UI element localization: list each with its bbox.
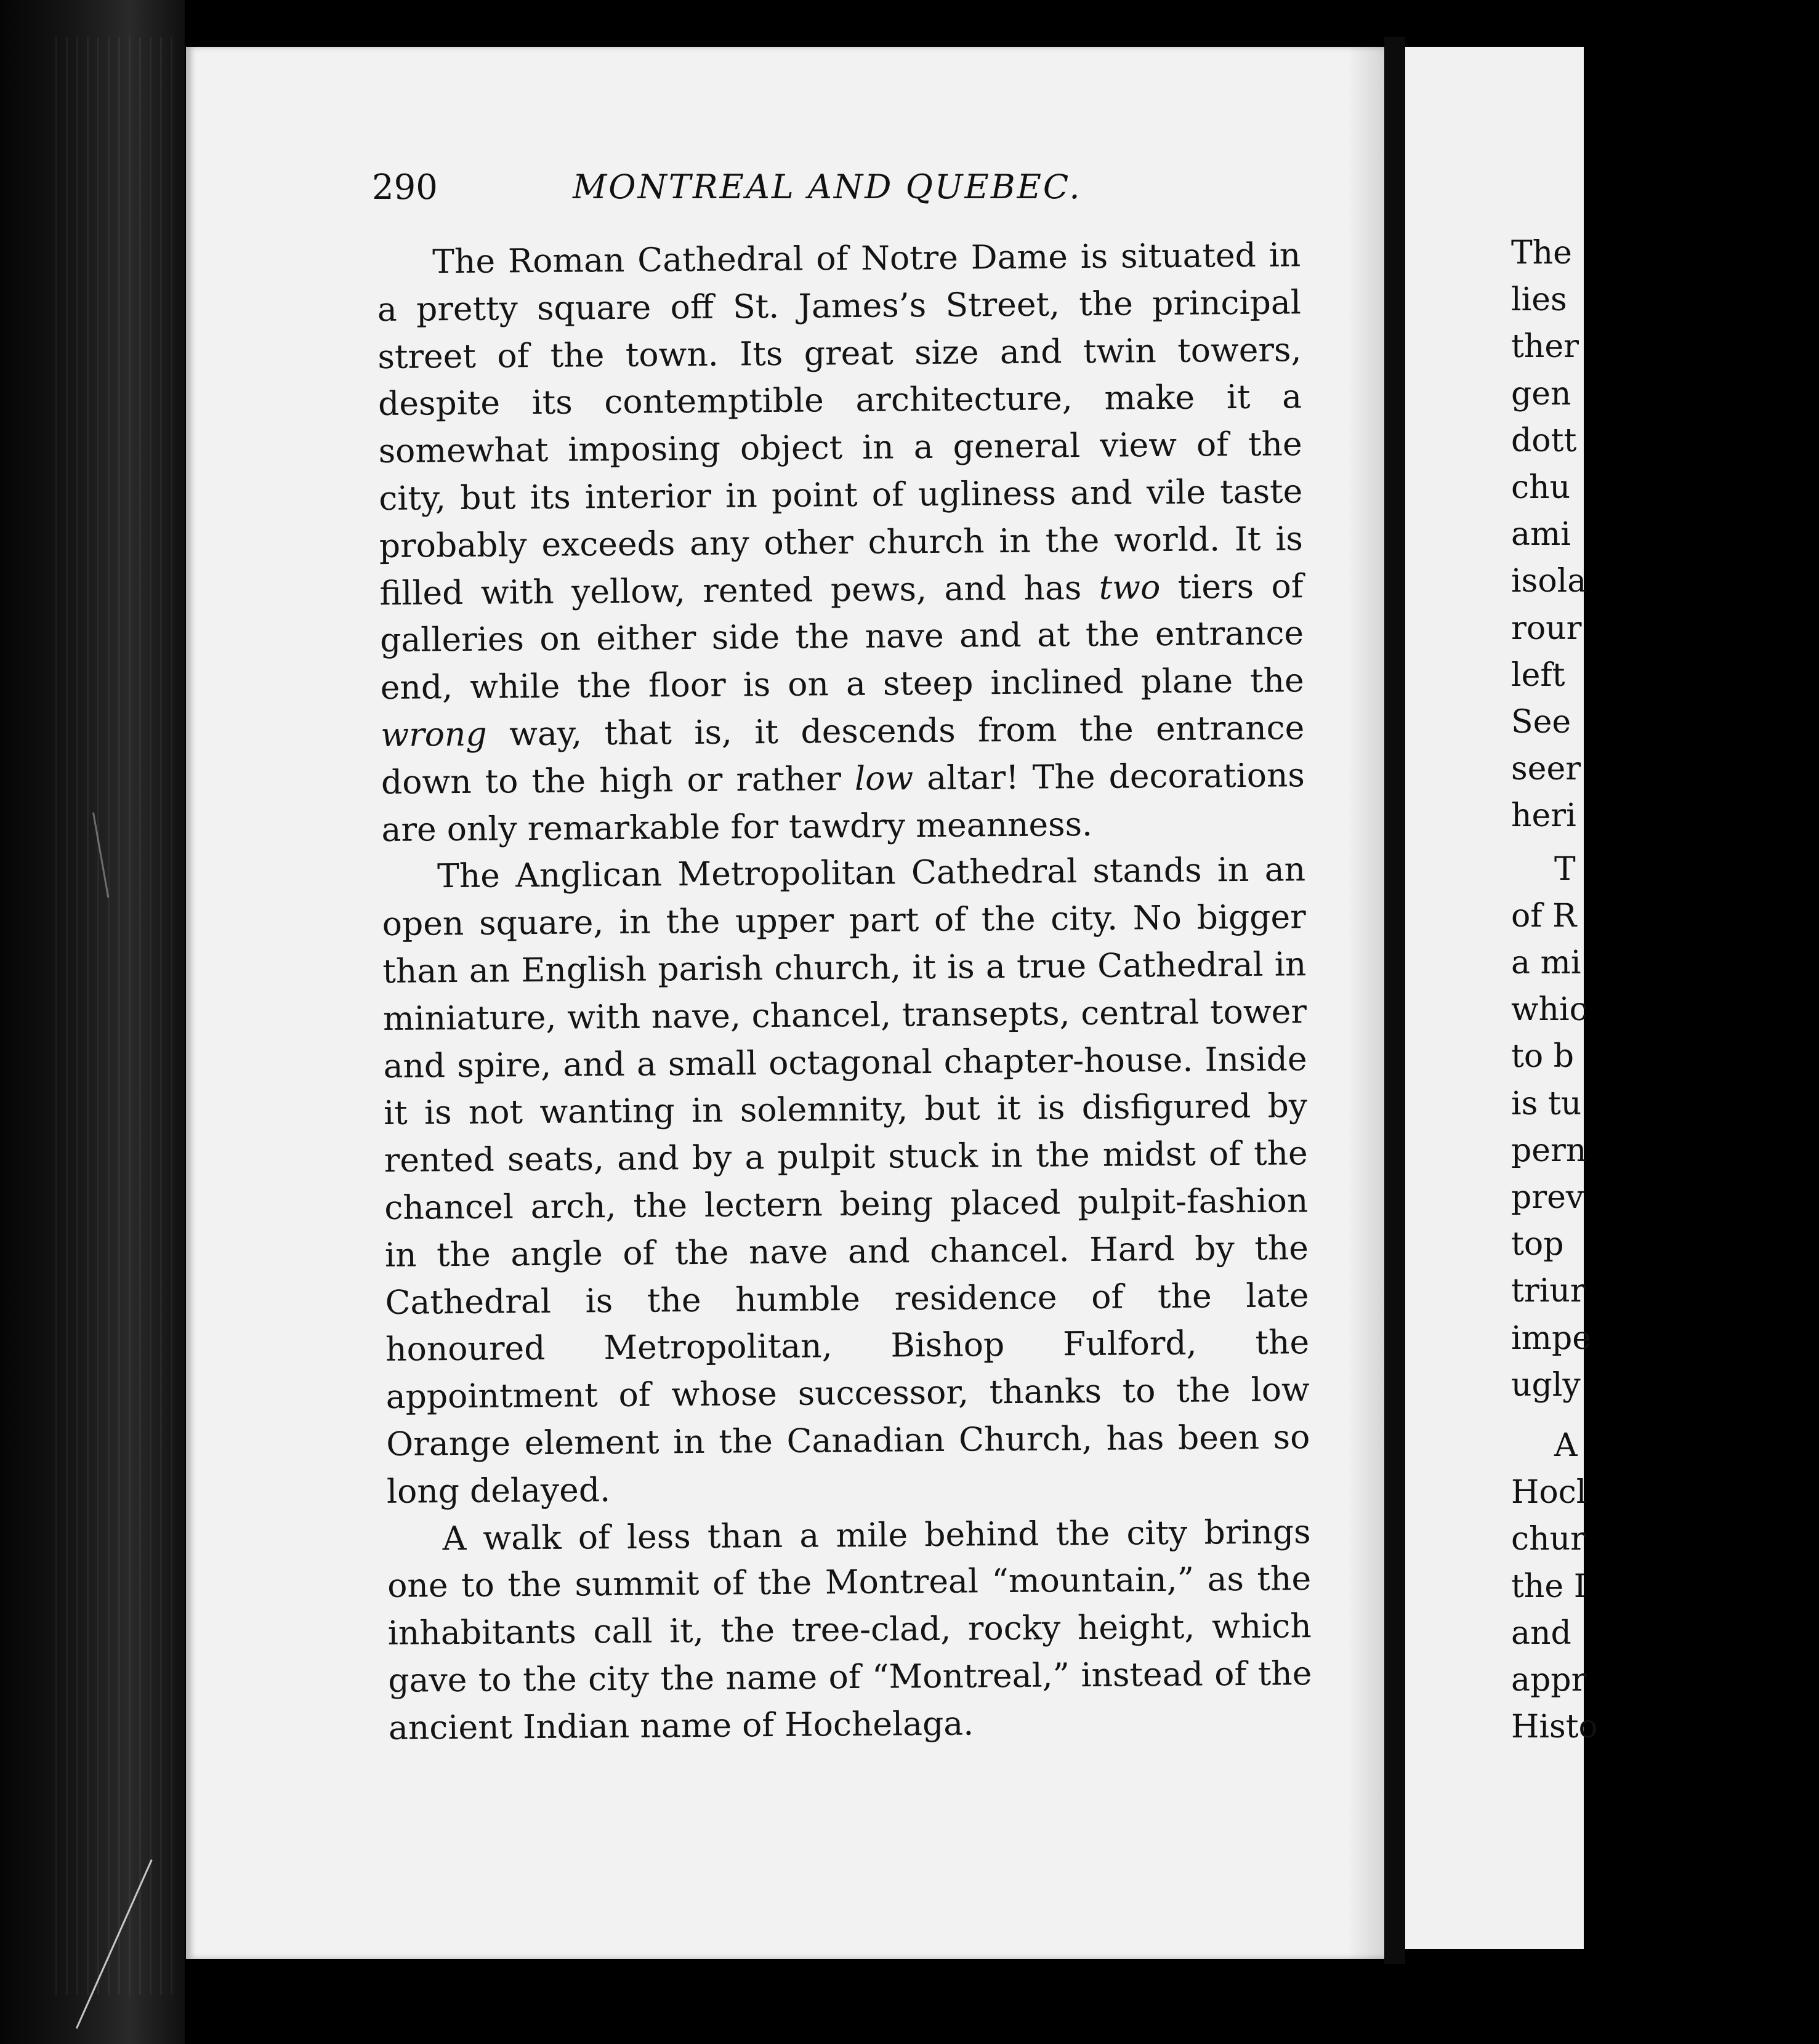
facing-page-line: impe <box>1511 1319 1591 1357</box>
paragraph <box>382 847 1310 1516</box>
facing-page-line: ugly <box>1511 1366 1581 1404</box>
text-run: way, that is, it descends from the entrance down to the high or rather <box>381 708 1305 802</box>
facing-page-line: pern <box>1511 1132 1587 1169</box>
italic-text: wrong <box>381 714 487 754</box>
facing-page-line: to b <box>1511 1038 1575 1076</box>
gutter-shade <box>1347 47 1384 1959</box>
facing-page-line: the I <box>1511 1567 1587 1605</box>
book-gutter <box>1384 37 1405 1964</box>
facing-page-line: is tu <box>1511 1085 1582 1122</box>
facing-page-line: triur <box>1511 1273 1586 1310</box>
text-run: altar! The decorations are only remarkable for tawdry meanness. <box>381 755 1305 849</box>
facing-page-line: left <box>1511 656 1565 694</box>
paragraph <box>387 1508 1312 1752</box>
binding-streaks <box>55 37 179 1995</box>
facing-page-line: appr <box>1511 1662 1587 1699</box>
facing-page-line: heri <box>1511 797 1576 835</box>
facing-page-line: rour <box>1511 610 1582 647</box>
facing-page-line: and <box>1511 1614 1571 1652</box>
facing-page-line: dott <box>1511 422 1577 459</box>
facing-page-line: whic <box>1511 991 1587 1029</box>
italic-text: two <box>1099 567 1161 607</box>
facing-page-line: Hocl <box>1511 1474 1587 1511</box>
text-run: A walk of less than a mile behind the city brings one to the summit of the Montreal “mountain,” as the inhabitants call it, the tree-clad, rocky height, which gave to the city the name of “Montreal,” instead of the ancient Indian name of Hochelaga. <box>387 1511 1312 1747</box>
facing-page-line: gen <box>1511 375 1571 412</box>
facing-page-line: ther <box>1511 328 1579 366</box>
facing-page-line: lies <box>1511 281 1567 319</box>
facing-page-line: Histo <box>1511 1708 1598 1746</box>
text-run: The Anglican Metropolitan Cathedral stands in an open square, in the upper part of the city. No bigger than an English parish church, it is a true Cathedral in miniature, with nave, chancel, transepts, central tower and spire, and a small octagonal chapter-house. Inside it is not wanting in solemnity, but it is disfigured by rented seats, and by a pulpit stuck in the midst of the chancel arch, the lectern being placed pulpit-fashion in the angle of the nave and chancel. Hard by the Cathedral is the humble residence of the late honoured Metropolitan, Bishop Fulford, the appointment of whose successor, thanks to the low Orange element in the Canadian Church, has been so long delayed. <box>382 850 1310 1511</box>
facing-page-line: a mi <box>1511 944 1581 981</box>
body-text <box>377 231 1312 1752</box>
facing-page-line: A <box>1554 1427 1578 1464</box>
facing-page <box>1405 47 1598 1949</box>
text-run: tiers of galleries on either side the nave and at the entrance end, while the floor is on a steep inclined plane the <box>379 566 1304 707</box>
facing-page-line: seer <box>1511 750 1581 788</box>
text-run: The Roman Cathedral of Notre Dame is situated in a pretty square off St. James’s Street, the principal street of the town. Its great size and twin towers, despite its contemptible architecture, make it a somewhat imposing object in a general view of the city, but its interior in point of ugliness and vile taste probably exceeds any other church in the world. It is filled with yellow, rented pews, and has <box>377 235 1304 613</box>
paragraph <box>377 231 1305 853</box>
facing-page-line: prev <box>1511 1179 1584 1216</box>
facing-page-line: chu <box>1511 469 1571 506</box>
facing-page-line: T <box>1554 850 1576 888</box>
facing-page-line: of R <box>1511 897 1577 935</box>
facing-page-line: isola <box>1511 563 1587 600</box>
facing-page-line: See <box>1511 704 1571 741</box>
facing-page-line: ami <box>1511 516 1571 553</box>
facing-page-line: top <box>1511 1226 1564 1263</box>
facing-page-line: chur <box>1511 1521 1586 1558</box>
facing-page-line: The <box>1511 235 1572 272</box>
running-title: MONTREAL AND QUEBEC. <box>573 167 1082 206</box>
page-number: 290 <box>372 167 438 207</box>
italic-text: low <box>854 758 914 798</box>
